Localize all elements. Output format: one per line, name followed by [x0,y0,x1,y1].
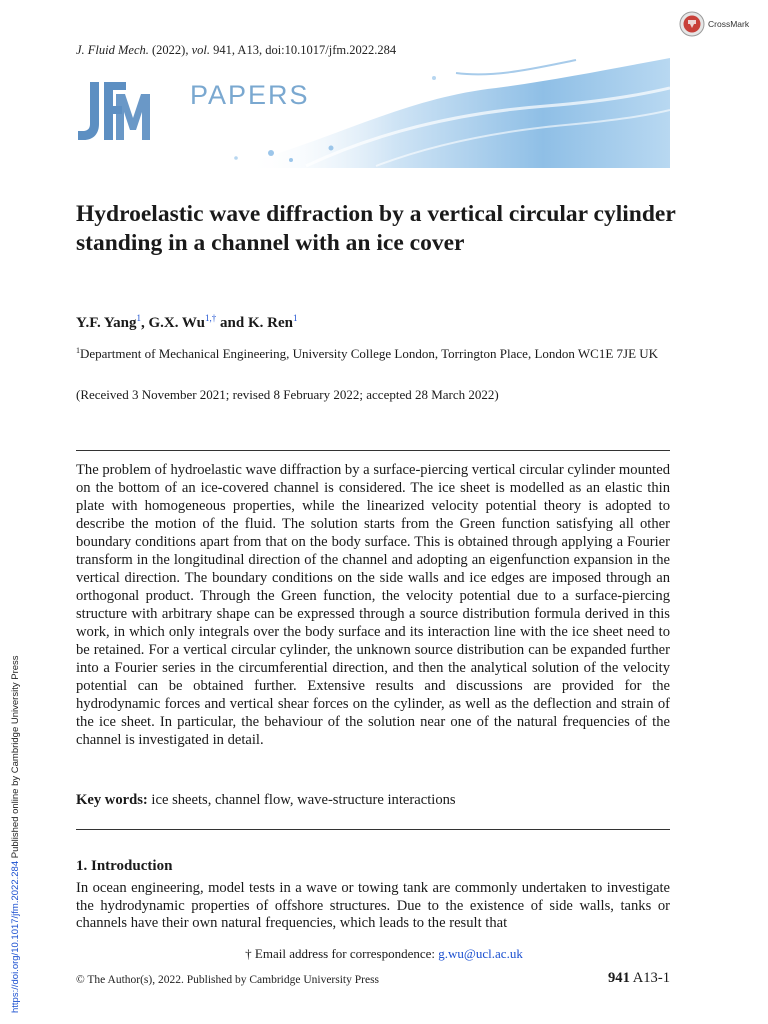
divider [76,450,670,451]
wave-splash-banner [76,58,670,168]
abstract-text: The problem of hydroelastic wave diffraction by a surface-piercing vertical circular cylinder mounted on the bottom of an ice-covered channel is considered. The ice sheet is modelled as an elastic thin plate with homogeneous properties, while the linearized velocity potential theory is adopted to describe the motion of the fluid. The solution starts from the Green function satisfying all other boundary conditions apart from that on the body surface. This is obtained through applying a Fourier transform in the longitudinal direction of the channel and adopting an eigenfunction expansion in the vertical direction. The boundary conditions on the side walls and ice edges are imposed through an orthogonal product. Through the Green function, the velocity potential due to a surface-piercing structure with arbitrary shape can be expressed through a source distribution formula derived in this work, in which only integrals over the body surface and its interaction line with the ice sheet need to be retained. For a vertical circular cylinder, the unknown source distribution can be expanded further into a Fourier series in the circumferential direction, and then the analytical solution of the velocity potential can be obtained further. Extensive results and discussions are provided for the hydrodynamic forces and vertical shear forces on the cylinder, as well as the deflection and strain of the ice sheet. In particular, the behaviour of the solution near one of the natural frequencies of the channel is investigated in detail. [76,462,670,748]
author-name: Y.F. Yang [76,315,137,331]
page-volume: 941 [607,970,630,986]
affiliation-text: Department of Mechanical Engineering, University College London, Torrington Place, London WC1E 7JE UK [80,346,659,361]
author-affiliation-link[interactable]: 1 [292,313,298,323]
journal-volume-ref: 941, A13, doi:10.1017/jfm.2022.284 [213,43,397,57]
intro-paragraph: In ocean engineering, model tests in a wave or towing tank are commonly undertaken to investigate the hydrodynamic properties of offshore structures. Due to the existence of side walls, tanks or channels have their own natural frequencies, which leads to the result that [76,880,670,931]
page-number [608,970,670,987]
section-heading: 1. Introduction [76,858,173,874]
copyright-notice: © The Author(s), 2022. Published by Cambridge University Press [76,974,380,986]
logo-text: JFM [76,80,78,81]
keywords [76,792,456,809]
journal-year: (2022), [152,43,189,57]
divider [76,829,670,830]
page-id: A13-1 [632,970,670,986]
sidebar-text: Published online by Cambridge University Press [10,655,21,861]
sidebar-doi-note [10,655,21,1013]
submission-dates: (Received 3 November 2021; revised 8 February 2022; accepted 28 March 2022) [76,387,499,402]
keywords-list: ice sheets, channel flow, wave-structure interactions [151,792,456,808]
correspondence-footnote [0,946,768,962]
crossmark-badge[interactable] [679,11,749,37]
author-name: G.X. Wu [148,315,206,331]
affiliation-marker: 1 [76,346,80,355]
footnote-prefix: † Email address for correspondence: [245,946,436,961]
journal-vol-prefix: vol. [191,43,210,57]
author-separator: and [216,315,248,331]
doi-link[interactable]: https://doi.org/10.1017/jfm.2022.284 [10,860,21,1013]
journal-name: J. Fluid Mech. [76,43,149,57]
jfm-logo [76,80,156,142]
keywords-label: Key words: [76,792,148,808]
affiliation [76,343,676,362]
author-separator: , [140,315,149,331]
papers-label: PAPERS [190,80,310,110]
author-list [76,313,297,332]
crossmark-icon [679,11,705,37]
email-link[interactable]: g.wu@ucl.ac.uk [438,946,523,961]
article-title: Hydroelastic wave diffraction by a vertical circular cylinder standing in a channel with an ice cover [76,201,676,256]
crossmark-label: CrossMark [708,19,750,29]
journal-citation [76,43,396,58]
author-affiliation-link[interactable]: 1 [136,313,141,323]
author-name: K. Ren [247,315,293,331]
author-affiliation-link[interactable]: 1,† [205,313,217,323]
